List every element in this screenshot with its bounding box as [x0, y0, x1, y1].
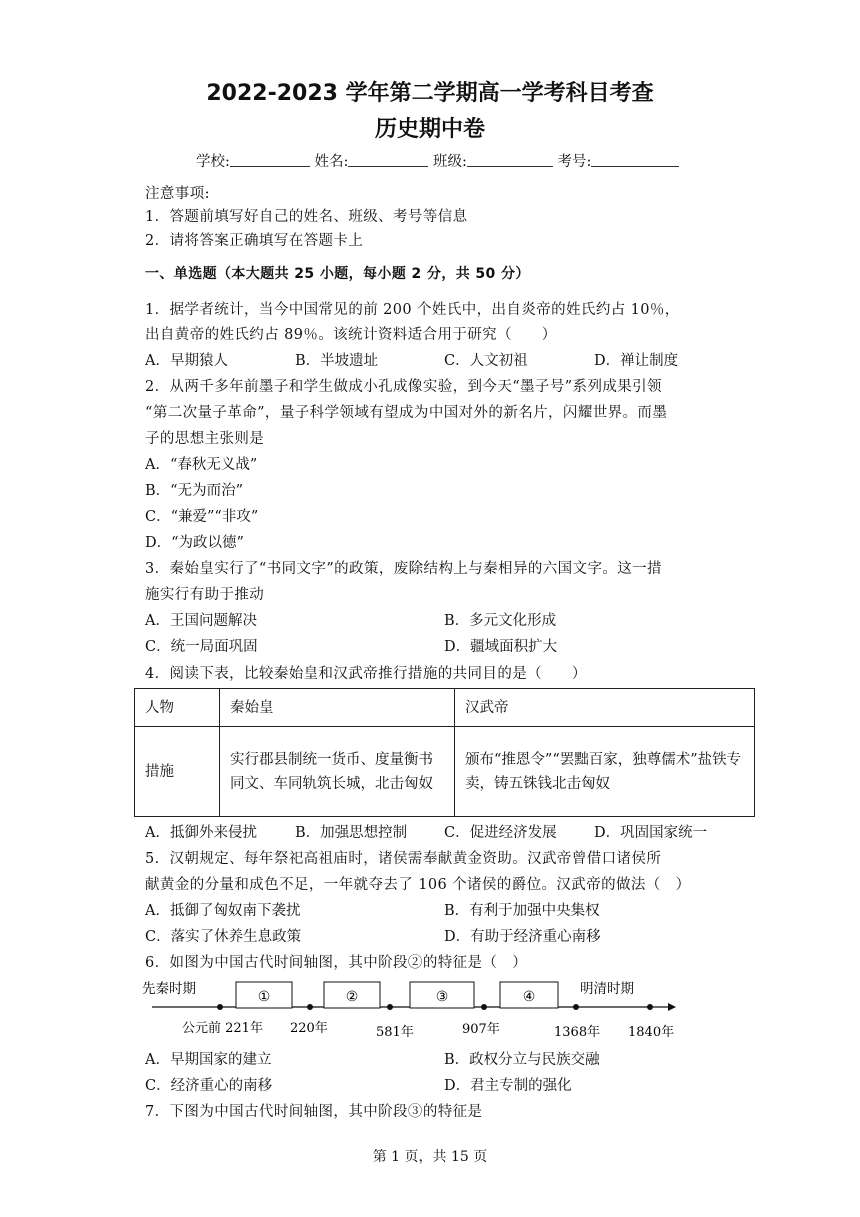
option-c: C．“兼爱”“非攻” [145, 509, 259, 525]
question-2-line: 2．从两千多年前墨子和学生做成小孔成像实验，到今天“墨子号”系列成果引领 [145, 379, 662, 395]
option-d: D．疆域面积扩大 [444, 639, 558, 655]
option-a: A．王国问题解决 [145, 613, 257, 629]
table-header-cell: 秦始皇 [220, 689, 455, 727]
option-b: B．“无为而治” [145, 483, 243, 499]
name-field[interactable] [348, 152, 428, 167]
timeline-period-1 [236, 982, 292, 1008]
timeline-tick-label: 1840年 [628, 1025, 675, 1040]
timeline-period-4 [500, 982, 558, 1008]
question-1-line: 出自黄帝的姓氏约占 89％。该统计资料适合用于研究（ ） [145, 327, 557, 343]
question-1-line: 1．据学者统计，当今中国常见的前 200 个姓氏中，出自炎帝的姓氏约占 10％， [145, 302, 680, 318]
school-label: 学校: [196, 154, 230, 170]
note-item: 2．请将答案正确填写在答题卡上 [145, 233, 364, 249]
name-label: 姓名: [314, 154, 349, 170]
timeline-tick-label: 220年 [290, 1021, 328, 1036]
option-d: D．禅让制度 [594, 353, 679, 369]
section-title: 一、单选题（本大题共 25 小题，每小题 2 分，共 50 分） [145, 266, 530, 282]
option-b: B．多元文化形成 [444, 613, 557, 629]
page-subtitle: 历史期中卷 [374, 117, 485, 142]
table-header-row [135, 689, 755, 727]
timeline-end-label: 明清时期 [580, 981, 634, 997]
class-label: 班级: [433, 154, 467, 170]
exam-number-label: 考号: [557, 154, 592, 170]
option-a: A．“春秋无义战” [145, 457, 258, 473]
option-d: D．有助于经济重心南移 [444, 929, 601, 945]
period-label: ④ [522, 989, 536, 1005]
question-2-line: 子的思想主张则是 [145, 431, 265, 447]
note-item: 1．答题前填写好自己的姓名、班级、考号等信息 [145, 209, 468, 225]
question-5-line: 5．汉朝规定、每年祭祀高祖庙时，诸侯需奉献黄金资助。汉武帝曾借口诸侯所 [145, 851, 662, 867]
timeline-tick-label: 1368年 [554, 1025, 601, 1040]
option-a: A．早期猿人 [145, 353, 228, 369]
timeline-period-3 [410, 982, 474, 1008]
exam-number-field[interactable] [591, 152, 679, 167]
timeline-tick-label: 907年 [462, 1022, 500, 1037]
table-cell: 措施 [135, 727, 220, 817]
timeline-tick-label: 公元前 221年 [182, 1021, 263, 1036]
table-cell: 颁布“推恩令”“罢黜百家，独尊儒术”盐铁专卖，铸五铢钱北击匈奴 [455, 727, 755, 817]
timeline-point [481, 1004, 487, 1010]
timeline-period-2 [324, 982, 380, 1008]
notes-heading: 注意事项: [145, 186, 210, 202]
timeline-start-label: 先秦时期 [142, 981, 196, 997]
question-7-line: 7．下图为中国古代时间轴图，其中阶段③的特征是 [145, 1104, 483, 1120]
option-d: D．巩固国家统一 [594, 825, 708, 841]
table-cell: 实行郡县制统一货币、度量衡书同文、车同轨筑长城，北击匈奴 [220, 727, 455, 817]
timeline-point [647, 1004, 653, 1010]
option-b: B．半坡遗址 [295, 353, 379, 369]
option-a: A．抵御了匈奴南下袭扰 [145, 903, 301, 919]
option-a: A．早期国家的建立 [145, 1052, 272, 1068]
option-b: B．政权分立与民族交融 [444, 1052, 600, 1068]
comparison-table [134, 688, 755, 817]
option-c: C．统一局面巩固 [145, 639, 258, 655]
table-row [135, 727, 755, 817]
table-header-cell: 汉武帝 [455, 689, 755, 727]
question-2-line: “第二次量子革命”，量子科学领域有望成为中国对外的新名片，闪耀世界。而墨 [145, 405, 668, 421]
timeline-point [387, 1004, 393, 1010]
timeline-point [217, 1004, 223, 1010]
option-d: D．“为政以德” [145, 535, 244, 551]
option-c: C．落实了休养生息政策 [145, 929, 302, 945]
table-header-cell: 人物 [135, 689, 220, 727]
option-a: A．抵御外来侵扰 [145, 825, 257, 841]
timeline-arrow [668, 1003, 676, 1011]
question-3-line: 施实行有助于推动 [145, 587, 265, 603]
class-field[interactable] [467, 152, 553, 167]
page-footer: 第 1 页，共 15 页 [372, 1149, 488, 1165]
option-c: C．经济重心的南移 [145, 1078, 273, 1094]
page-title: 2022-2023 学年第二学期高一学考科目考查 [206, 81, 654, 106]
question-3-line: 3．秦始皇实行了“书同文字”的政策，废除结构上与秦相异的六国文字。这一措 [145, 561, 662, 577]
period-label: ③ [435, 989, 449, 1005]
option-c: C．促进经济发展 [444, 825, 557, 841]
option-b: B．有利于加强中央集权 [444, 903, 600, 919]
option-c: C．人文初祖 [444, 353, 528, 369]
question-4-line: 4．阅读下表，比较秦始皇和汉武帝推行措施的共同目的是（ ） [145, 666, 587, 682]
option-b: B．加强思想控制 [295, 825, 408, 841]
student-info-row [196, 150, 679, 171]
timeline-point [573, 1004, 579, 1010]
period-label: ② [345, 989, 359, 1005]
timeline-diagram [138, 976, 678, 1042]
school-field[interactable] [230, 152, 310, 167]
timeline-tick-label: 581年 [376, 1025, 414, 1040]
option-d: D．君主专制的强化 [444, 1078, 572, 1094]
period-label: ① [257, 989, 271, 1005]
timeline-point [307, 1004, 313, 1010]
question-5-line: 献黄金的分量和成色不足，一年就夺去了 106 个诸侯的爵位。汉武帝的做法（ ） [145, 877, 691, 893]
question-6-line: 6．如图为中国古代时间轴图，其中阶段②的特征是（ ） [145, 955, 528, 971]
